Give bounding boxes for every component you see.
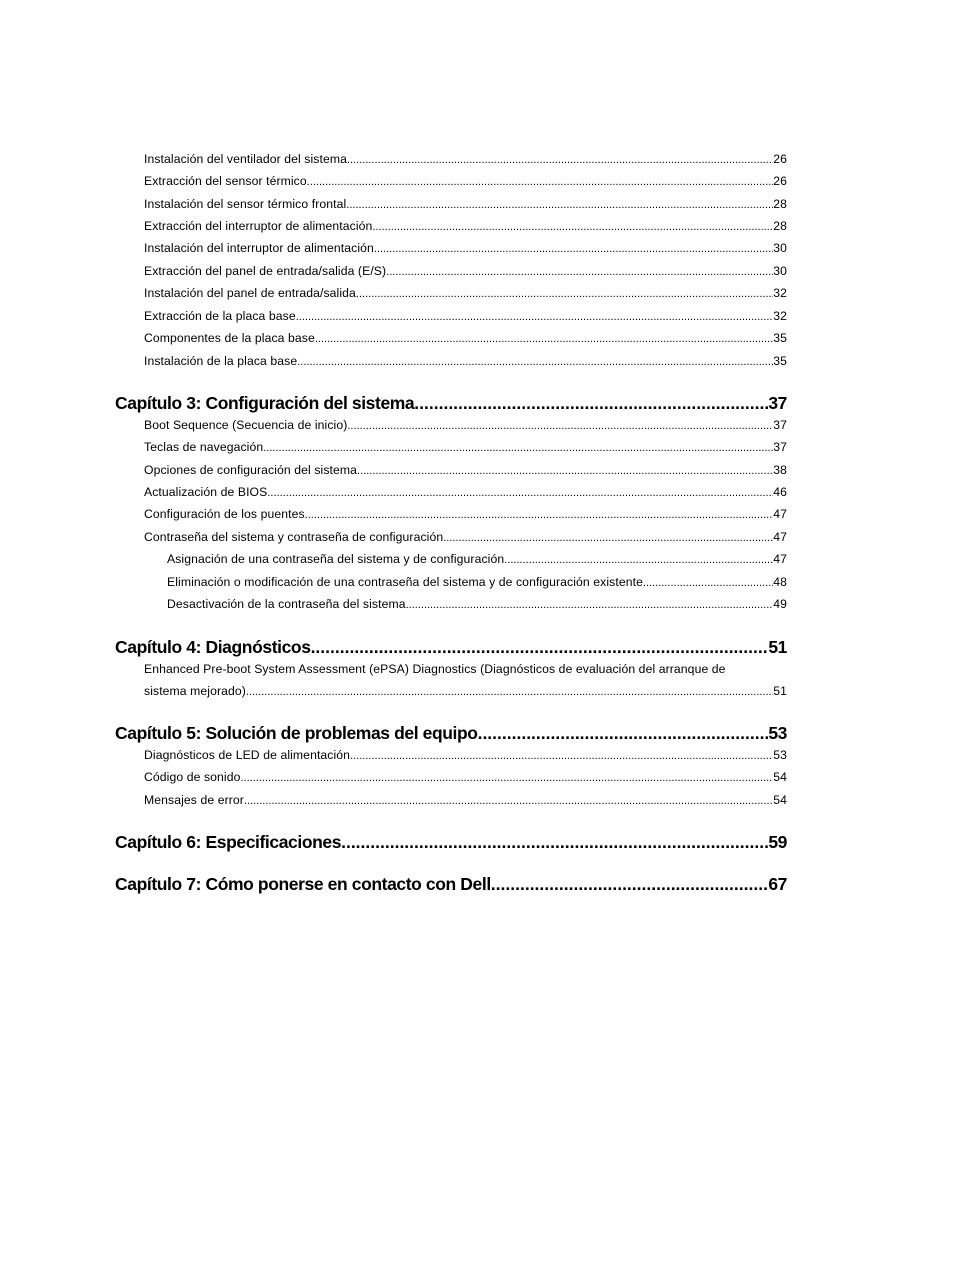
- toc-entry-wrapped-line[interactable]: Enhanced Pre-boot System Assessment (ePSA) Diagnostics (Diagnósticos de evaluación del arranque de: [144, 662, 726, 676]
- dot-leader: [414, 393, 768, 414]
- dot-leader: [504, 552, 773, 566]
- dot-leader: [374, 241, 773, 255]
- dot-leader: [267, 485, 773, 499]
- toc-entry[interactable]: [144, 264, 787, 278]
- toc-entry[interactable]: [144, 331, 787, 345]
- dot-leader: [263, 440, 773, 454]
- dot-leader: [347, 152, 773, 166]
- toc-entry-page: 35: [773, 354, 787, 368]
- dot-leader: [350, 748, 773, 762]
- dot-leader: [296, 309, 773, 323]
- dot-leader: [406, 597, 774, 611]
- toc-subentry[interactable]: [167, 597, 787, 611]
- toc-entry-title: Instalación del panel de entrada/salida: [144, 286, 356, 300]
- chapter-title: Capítulo 3: Configuración del sistema: [115, 393, 415, 413]
- toc-entry[interactable]: [144, 174, 787, 188]
- toc-entry-title: Actualización de BIOS: [144, 485, 268, 499]
- chapter-heading[interactable]: [115, 874, 787, 895]
- toc-entry-page: 26: [773, 174, 787, 188]
- dot-leader: [357, 463, 773, 477]
- toc-entry-title: Opciones de configuración del sistema: [144, 463, 358, 477]
- toc-entry-page: 47: [773, 507, 787, 521]
- toc-entry-title: Configuración de los puentes: [144, 507, 305, 521]
- toc-entry[interactable]: [144, 418, 787, 432]
- toc-entry[interactable]: [144, 507, 787, 521]
- toc-entry-title: Asignación de una contraseña del sistema y de configuración: [167, 552, 505, 566]
- dot-leader: [478, 723, 769, 744]
- toc-entry-title: Extracción del interruptor de alimentación: [144, 219, 373, 233]
- toc-entry-page: 49: [773, 597, 787, 611]
- toc-entry-page: 35: [773, 331, 787, 345]
- chapter-heading[interactable]: [115, 393, 787, 414]
- dot-leader: [341, 832, 768, 853]
- chapter-title: Capítulo 5: Solución de problemas del equipo: [115, 723, 478, 743]
- toc-entry-page: 26: [773, 152, 787, 166]
- dot-leader: [297, 354, 773, 368]
- toc-entry[interactable]: [144, 197, 787, 211]
- toc-entry-page: 47: [773, 530, 787, 544]
- toc-entry[interactable]: [144, 219, 787, 233]
- dot-leader: [372, 219, 773, 233]
- chapter-page: 53: [768, 723, 787, 743]
- toc-entry[interactable]: [144, 309, 787, 323]
- toc-entry[interactable]: [144, 793, 787, 807]
- toc-entry-page: 38: [773, 463, 787, 477]
- toc-entry[interactable]: [144, 152, 787, 166]
- chapter-page: 37: [768, 393, 787, 413]
- toc-entry-title: Instalación del ventilador del sistema: [144, 152, 347, 166]
- chapter-title: Capítulo 4: Diagnósticos: [115, 637, 311, 657]
- toc-entry-page: 51: [773, 684, 787, 698]
- toc-entry-title: Eliminación o modificación de una contraseña del sistema y de configuración existente: [167, 575, 643, 589]
- toc-entry-title: Instalación del interruptor de alimentación: [144, 241, 374, 255]
- toc-entry[interactable]: [144, 684, 787, 698]
- chapter-page: 59: [768, 832, 787, 852]
- toc-entry[interactable]: [144, 241, 787, 255]
- dot-leader: [491, 874, 769, 895]
- chapter-title: Capítulo 7: Cómo ponerse en contacto con Dell: [115, 874, 491, 894]
- toc-entry-title: Instalación del sensor térmico frontal: [144, 197, 347, 211]
- toc-entry[interactable]: [144, 770, 787, 784]
- toc-subentry[interactable]: [167, 575, 787, 589]
- dot-leader: [307, 174, 773, 188]
- toc-entry-page: 28: [773, 197, 787, 211]
- toc-entry-page: 32: [773, 286, 787, 300]
- chapter-title: Capítulo 6: Especificaciones: [115, 832, 342, 852]
- toc-entry-title: Diagnósticos de LED de alimentación: [144, 748, 351, 762]
- chapter-heading[interactable]: [115, 832, 787, 853]
- toc-entry-page: 28: [773, 219, 787, 233]
- dot-leader: [356, 286, 773, 300]
- toc-entry[interactable]: [144, 748, 787, 762]
- toc-entry-title: sistema mejorado): [144, 684, 246, 698]
- dot-leader: [315, 331, 773, 345]
- chapter-heading[interactable]: [115, 637, 787, 658]
- toc-entry-page: 32: [773, 309, 787, 323]
- toc-entry-page: 30: [773, 241, 787, 255]
- dot-leader: [443, 530, 773, 544]
- toc-entry-title: Extracción del panel de entrada/salida (E/S): [144, 264, 387, 278]
- toc-entry[interactable]: [144, 440, 787, 454]
- toc-entry-title: Extracción de la placa base: [144, 309, 296, 323]
- dot-leader: [643, 575, 773, 589]
- chapter-page: 51: [768, 637, 787, 657]
- toc-entry-page: 53: [773, 748, 787, 762]
- toc-entry-page: 54: [773, 770, 787, 784]
- toc-entry-title: Teclas de navegación: [144, 440, 264, 454]
- toc-subentry[interactable]: [167, 552, 787, 566]
- toc-entry-page: 37: [773, 418, 787, 432]
- toc-entry[interactable]: [144, 463, 787, 477]
- chapter-page: 67: [768, 874, 787, 894]
- dot-leader: [244, 793, 773, 807]
- dot-leader: [240, 770, 773, 784]
- toc-entry-title: Contraseña del sistema y contraseña de configuración: [144, 530, 444, 544]
- toc-entry-title: Componentes de la placa base: [144, 331, 315, 345]
- toc-entry[interactable]: [144, 354, 787, 368]
- toc-entry-title: Extracción del sensor térmico: [144, 174, 307, 188]
- dot-leader: [305, 507, 774, 521]
- toc-entry[interactable]: [144, 485, 787, 499]
- toc-entry-title: Código de sonido: [144, 770, 241, 784]
- chapter-heading[interactable]: [115, 723, 787, 744]
- toc-entry-page: 47: [773, 552, 787, 566]
- dot-leader: [346, 197, 773, 211]
- toc-entry-page: 30: [773, 264, 787, 278]
- dot-leader: [347, 418, 773, 432]
- toc-entry[interactable]: [144, 530, 787, 544]
- toc-entry-page: 54: [773, 793, 787, 807]
- dot-leader: [386, 264, 773, 278]
- dot-leader: [311, 637, 769, 658]
- toc-entry-page: 37: [773, 440, 787, 454]
- toc-entry-title: Instalación de la placa base: [144, 354, 298, 368]
- dot-leader: [246, 684, 773, 698]
- toc-entry-title: Boot Sequence (Secuencia de inicio): [144, 418, 348, 432]
- toc-entry[interactable]: [144, 286, 787, 300]
- toc-entry-title: Mensajes de error: [144, 793, 244, 807]
- toc-entry-page: 48: [773, 575, 787, 589]
- toc-entry-title: Desactivación de la contraseña del sistema: [167, 597, 406, 611]
- toc-entry-page: 46: [773, 485, 787, 499]
